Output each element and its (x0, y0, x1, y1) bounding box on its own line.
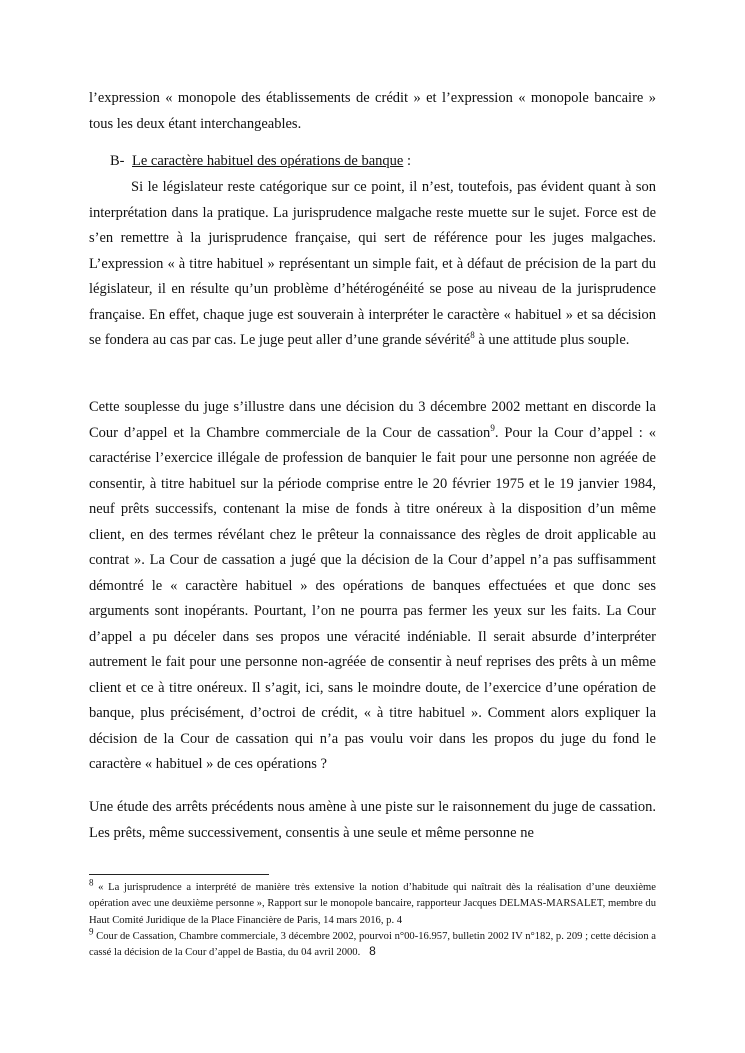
footnote-divider (89, 874, 269, 875)
footnote-number: 9 (89, 926, 94, 937)
paragraph-text-start: Si le législateur reste catégorique sur ce point, il n’est, toutefois, pas évident quant à son interprétation dans la pratique. La jurisprudence malgache reste muette sur le sujet. Force est de s’en remettre à la jurisprudence française, qui sert de référence pour les juges malgaches. L’expression « à titre habituel » représentant un simple fait, et à défaut de précision de la part du législateur, il en résulte qu’un problème d’hétérogénéité se pose au niveau de la jurisprudence française. En effet, chaque juge est souverain à interpréter le caractère « habituel » et sa décision se fondera au cas par cas. Le juge peut aller d’une grande sévérité (89, 179, 656, 348)
page-number: 8 (369, 944, 376, 958)
intro-text: l’expression « monopole des établissements de crédit » et l’expression « monopole bancaire » tous les deux étant interchangeables. (89, 90, 656, 132)
footnote-text: « La jurisprudence a interprété de manière très extensive la notion d’habitude qui naîtrait dès la réalisation d’une deuxième opération avec une deuxième personne », Rapport sur le monopole bancaire, rapporteur Jacques DELMAS-MARSALET, membre du Haut Comité Juridique de la Place Financière de Paris, 14 mars 2016, p. 4 (89, 882, 656, 926)
paragraph-etude (89, 795, 656, 846)
footnote-item (89, 877, 656, 929)
paragraph-text (89, 175, 656, 354)
paragraph-decision (89, 395, 656, 778)
paragraph-text (89, 395, 656, 778)
paragraph-text: Une étude des arrêts précédents nous amène à une piste sur le raisonnement du juge de cassation. Les prêts, même successivement, consentis à une seule et même personne ne (89, 799, 656, 841)
paragraph-text-end: . Pour la Cour d’appel : « caractérise l’exercice illégale de profession de banquier le fait pour une personne non agréée de consentir, à titre habituel sur la période comprise entre le 20 février 1975 et le 19 janvier 1984, neuf prêts successifs, contenant la mise de fonds à titre onéreux à la disposition d’un même client, en des termes révélant chez le prêteur la connaissance des règles de droit applicable au contrat ». La Cour de cassation a jugé que la décision de la Cour d’appel n’a pas suffisamment démontré le « caractère habituel » des opérations de banques effectuées et que donc ses arguments sont inopérants. Pourtant, l’on ne pourra pas fermer les yeux sur les faits. La Cour d’appel a pu déceler dans ses propos une véracité indéniable. Il serait absurde d’interpréter autrement le fait pour une personne non-agréée de consentir à neuf reprises des prêts à un même client et ce à titre onéreux. Il s’agit, ici, sans le moindre doute, de l’exercice d’une opération de banque, plus précisément, d’octroi de crédit, « à titre habituel ». Comment alors expliquer la décision de la Cour de cassation qui n’a pas voulu voir dans les propos du juge du fond le caractère « habituel » de ces opérations ? (89, 424, 656, 772)
footnote-reference: 9 (490, 422, 495, 433)
section-heading (110, 149, 411, 175)
section-title: Le caractère habituel des opérations de banque (132, 153, 404, 169)
section-label: B- (110, 153, 125, 169)
footnote-reference: 8 (470, 330, 475, 341)
paragraph-habituel (89, 175, 656, 354)
section-title-suffix: : (403, 153, 411, 169)
footnote-number: 8 (89, 877, 94, 888)
paragraph-text-end: à une attitude plus souple. (474, 332, 630, 348)
footnote-text: Cour de Cassation, Chambre commerciale, 3 décembre 2002, pourvoi n°00-16.957, bulletin 2002 IV n°182, p. 209 ; cette décision a cassé la décision de la Cour d’appel de Bastia, du 04 avril 2000. (89, 930, 656, 959)
paragraph-text-start: Cette souplesse du juge s’illustre dans une décision du 3 décembre 2002 mettant en discorde la Cour d’appel et la Chambre commerciale de la Cour de cassation (89, 399, 656, 441)
intro-paragraph (89, 86, 656, 137)
